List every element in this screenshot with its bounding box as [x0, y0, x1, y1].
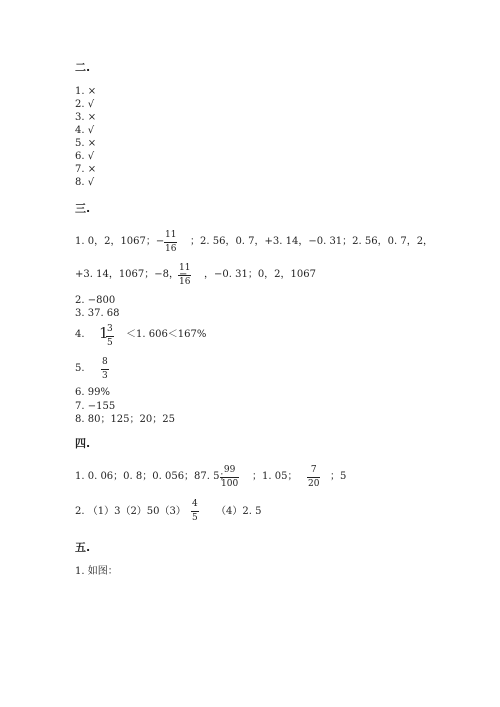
- fraction-numerator: 99: [223, 465, 236, 475]
- section-heading-3: 三.: [75, 202, 91, 215]
- fraction-denominator: 100: [221, 479, 239, 489]
- q1-line2-text-b: ，−0. 31；0，2，1067: [204, 269, 316, 280]
- fraction-numerator: 8: [102, 357, 108, 367]
- fraction-4-5: [191, 500, 199, 523]
- fraction-denominator: 5: [192, 513, 198, 523]
- fraction-7-20: [307, 466, 320, 489]
- fraction-denominator: 5: [107, 338, 113, 348]
- fraction-99-100: [220, 466, 239, 489]
- answer-item: 2. −800: [75, 295, 116, 306]
- fraction-numerator: 11: [179, 263, 191, 273]
- s4-q1-text-b: ；1. 05；: [252, 471, 298, 482]
- answer-item: 1. ×: [75, 86, 97, 97]
- fraction-3-5: [106, 325, 114, 348]
- fraction-bar: [191, 511, 199, 512]
- fraction-numerator: 3: [107, 324, 113, 334]
- answer-item: 6. √: [75, 151, 95, 162]
- fraction-denominator: 16: [179, 277, 191, 287]
- fraction-bar: [106, 336, 114, 337]
- answer-item: 8. 80；125；20；25: [75, 414, 175, 425]
- fraction-bar: [164, 242, 177, 243]
- answer-item: 1. 如图：: [75, 566, 118, 577]
- q4-label: 4.: [75, 329, 85, 340]
- fraction-numerator: 7: [310, 465, 317, 475]
- fraction-denominator: 16: [165, 244, 177, 254]
- s4-q1-text-c: ；5: [330, 471, 347, 482]
- fraction-11-16: [178, 264, 191, 287]
- fraction-11-16: [164, 231, 177, 254]
- q5-label: 5.: [75, 363, 85, 374]
- answer-item: 7. −155: [75, 401, 116, 412]
- s4-q2-text-b: （4）2. 5: [216, 506, 262, 517]
- q4-comparison-text: ＜1. 606＜167%: [126, 329, 207, 340]
- fraction-denominator: 20: [308, 479, 320, 489]
- s4-q1-text-a: 1. 0. 06；0. 8；0. 056；87. 5；: [75, 471, 230, 482]
- answer-item: 3. 37. 68: [75, 308, 120, 319]
- fraction-bar: [220, 477, 239, 478]
- s4-q2-text-a: 2. （1）3（2）50（3）: [75, 506, 186, 517]
- answer-item: 2. √: [75, 99, 95, 110]
- answer-item: 8. √: [75, 177, 95, 188]
- fraction-8-3: [101, 358, 109, 381]
- fraction-bar: [307, 477, 320, 478]
- fraction-bar: [101, 369, 109, 370]
- fraction-bar: [178, 275, 191, 276]
- fraction-denominator: 3: [102, 371, 108, 381]
- section-heading-5: 五.: [75, 541, 91, 554]
- section-heading-2: 二.: [75, 61, 91, 74]
- fraction-numerator: 11: [165, 230, 177, 240]
- q1-line2-text-a: +3. 14，1067；−8，−: [75, 269, 188, 280]
- answer-item: 5. ×: [75, 138, 97, 149]
- answer-item: 7. ×: [75, 164, 97, 175]
- answer-item: 4. √: [75, 125, 95, 136]
- answer-item: 3. ×: [75, 112, 97, 123]
- answer-item: 6. 99%: [75, 387, 110, 398]
- q1-line1-text-b: ；2. 56，0. 7，+3. 14，−0. 31；2. 56，0. 7，2，: [190, 236, 434, 247]
- fraction-numerator: 4: [192, 499, 198, 509]
- q1-line1-text-a: 1. 0，2，1067；−: [75, 236, 165, 247]
- mixed-number-whole: 1: [99, 324, 109, 342]
- section-heading-4: 四.: [75, 437, 91, 450]
